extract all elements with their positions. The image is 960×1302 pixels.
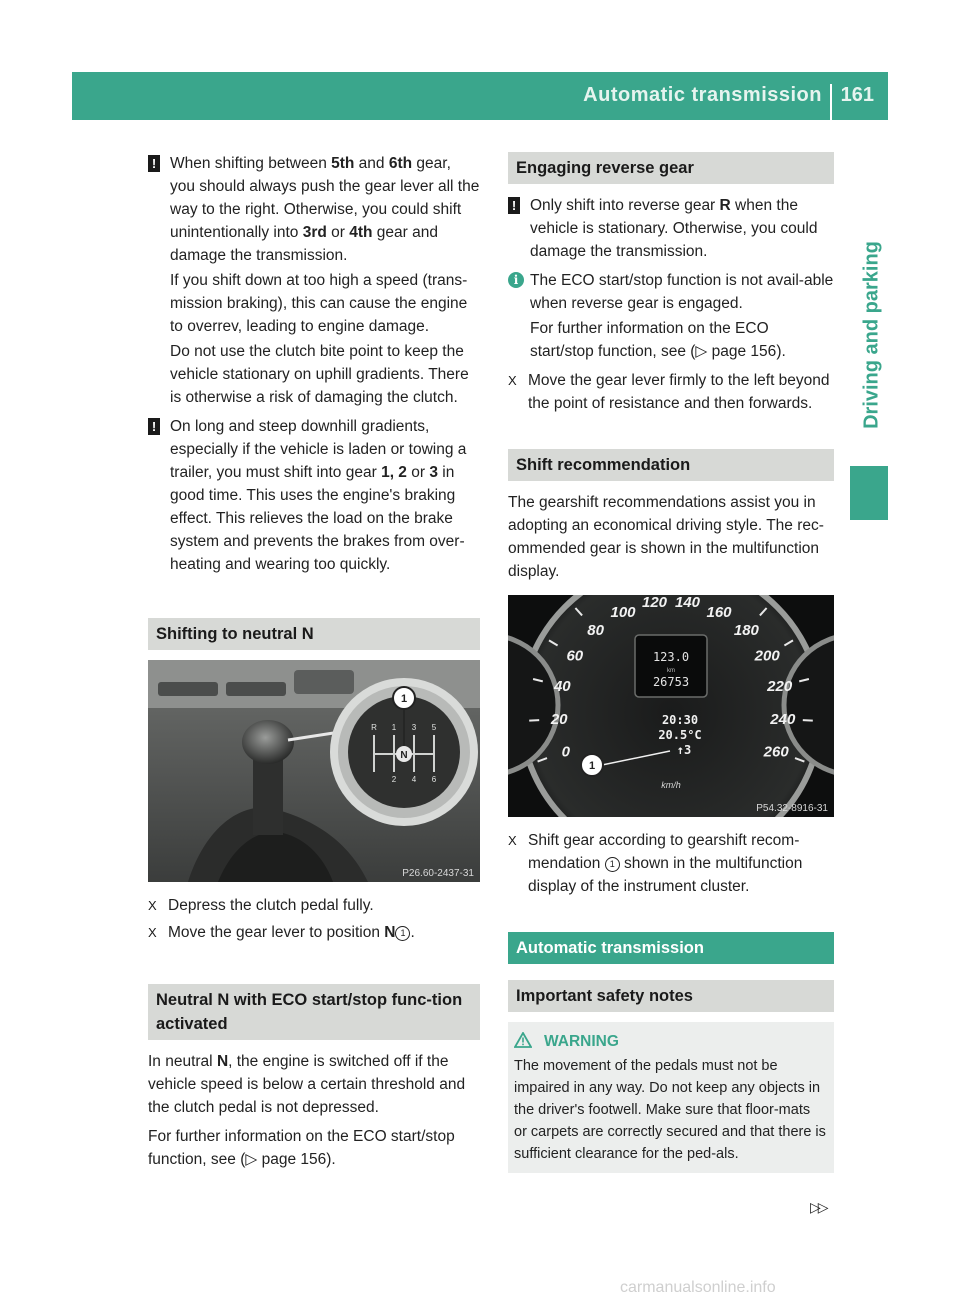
caution-note-reverse: ! Only shift into reverse gear R when the vehicle is stationary. Otherwise, you could damage the transmission. (508, 194, 834, 263)
section-heading-shift-recommendation: Shift recommendation (508, 449, 834, 481)
site-watermark: carmanualsonline.info (620, 1279, 776, 1296)
caution-text-2: If you shift down at too high a speed (trans-mission braking), this can cause the engine to overrev, leading to engine damage. (170, 272, 468, 335)
step-depress-clutch: X Depress the clutch pedal fully. (148, 894, 480, 917)
callout-number: 1 (395, 926, 410, 941)
continue-marker: ▷▷ (810, 1199, 826, 1215)
callout-number: 1 (605, 857, 620, 872)
warning-triangle-icon (514, 1032, 532, 1048)
odometer-unit: km (667, 668, 675, 674)
eco-neutral-para-1: In neutral N, the engine is switched off if the vehicle speed is below a certain threshold and the clutch pedal is not depressed. (148, 1053, 466, 1116)
section-heading-eco-neutral: Neutral N with ECO start/stop func-tion activated (148, 984, 480, 1040)
speed-label: 40 (553, 678, 571, 696)
section-heading-reverse: Engaging reverse gear (508, 152, 834, 184)
section-heading-neutral: Shifting to neutral N (148, 618, 480, 650)
speed-label: 0 (561, 743, 570, 761)
speed-tick (529, 720, 539, 721)
speed-label: 80 (587, 622, 604, 640)
trip-odometer: 123.0 (652, 650, 690, 664)
photo-code: P26.60-2437-31 (402, 868, 474, 879)
speed-label: 180 (733, 622, 759, 640)
warning-title: WARNING (514, 1030, 826, 1053)
left-column (148, 152, 480, 1177)
photo-callout-1: 1 (400, 693, 408, 705)
eco-neutral-para-2: For further information on the ECO start/stop function, see (▷ page 156). (148, 1128, 455, 1168)
caution-text-downhill: On long and steep downhill gradients, especially if the vehicle is laden or towing a trailer, you must shift into gear 1, 2 or 3 in good time. This uses the engine's braking effect. This relieves the load on the brake system and prevents the brakes from over-heating and wearing too quickly. (170, 418, 467, 573)
cluster-callout-1: 1 (588, 760, 596, 772)
speed-label: 20 (550, 711, 568, 728)
cluster-image-code: P54.32-8916-31 (756, 803, 828, 814)
page-number: 161 (840, 84, 874, 106)
speed-label: 200 (754, 647, 780, 665)
gear-recommendation: ↑3 (676, 743, 692, 757)
speed-label: 120 (641, 595, 668, 612)
speed-label: 140 (674, 595, 701, 612)
page-reference-link[interactable]: ▷ page 156 (245, 1151, 327, 1168)
speed-unit: km/h (661, 780, 681, 790)
caution-text-3: Do not use the clutch bite point to keep the vehicle stationary on uphill gradients. There is otherwise a risk of damaging the clutch. (170, 343, 469, 406)
caution-icon: ! (508, 197, 520, 214)
step-arrow-icon: X (508, 373, 517, 388)
clock-time: 20:30 (661, 713, 699, 727)
info-note-eco (508, 269, 834, 363)
speed-label: 240 (770, 711, 796, 728)
header-separator (830, 84, 832, 120)
gate-label-5: 5 (431, 723, 437, 732)
section-heading-safety: Important safety notes (508, 980, 834, 1012)
gate-label-2: 2 (391, 775, 397, 784)
warning-text: The movement of the pedals must not be impaired in any way. Do not keep any objects in the driver's footwell. Make sure that floor-mats or carpets are correctly secured and that there is sufficient clearance for the ped-als. (514, 1058, 826, 1162)
caution-icon: ! (148, 418, 160, 435)
gate-neutral-label: N (400, 750, 408, 761)
warning-box (508, 1022, 834, 1173)
shift-recommendation-para: The gearshift recommendations assist you in adopting an economical driving style. The rec-ommended gear is shown in the multifunction display. (508, 494, 824, 580)
speed-label: 260 (763, 743, 789, 761)
info-text-2: For further information on the ECO start/stop function, see (▷ page 156). (530, 320, 786, 360)
chapter-marker (850, 466, 888, 520)
step-shift-gear: X Shift gear according to gearshift recom-mendation 1 shown in the multifunction display of the instrument cluster. (508, 829, 834, 898)
gear-lever-photo (148, 660, 480, 882)
step-arrow-icon: X (148, 925, 157, 940)
gate-label-4: 4 (411, 775, 417, 784)
chapter-heading-automatic: Automatic transmission (508, 932, 834, 964)
instrument-cluster-photo (508, 595, 834, 817)
step-arrow-icon: X (508, 833, 517, 848)
speed-label: 220 (767, 678, 793, 696)
caution-note-shifting (148, 152, 480, 409)
speed-label: 100 (610, 603, 636, 621)
info-icon: i (508, 272, 524, 288)
speed-label: 60 (566, 647, 584, 665)
step-move-lever-left: X Move the gear lever firmly to the left beyond the point of resistance and then forwards. (508, 369, 834, 415)
speedometer-illustration (508, 595, 834, 817)
page-reference-link[interactable]: ▷ page 156 (695, 343, 777, 360)
caution-icon: ! (148, 155, 160, 172)
speed-tick (803, 720, 813, 721)
gate-label-6: 6 (431, 775, 437, 784)
caution-note-downhill (148, 415, 480, 576)
speed-label: 160 (706, 603, 732, 621)
gate-label-3: 3 (411, 723, 417, 732)
header-title: Automatic transmission (583, 84, 822, 106)
chapter-label: Driving and parking (860, 241, 883, 429)
gate-label-1: 1 (391, 723, 397, 732)
gear-lever-illustration (148, 660, 480, 882)
right-column (508, 152, 834, 1173)
step-move-to-neutral: X Move the gear lever to position N 1 . (148, 921, 480, 944)
info-text-1: The ECO start/stop function is not avail-able when reverse gear is engaged. (530, 272, 834, 312)
caution-text-1: When shifting between 5th and 6th gear, you should always push the gear lever all the way to the right. Otherwise, you could shift unintentionally into 3rd or 4th gear and damage the transmission. (170, 155, 480, 264)
step-arrow-icon: X (148, 898, 157, 913)
total-odometer: 26753 (652, 675, 690, 689)
outside-temperature: 20.5°C (658, 728, 702, 742)
page-header (72, 72, 888, 120)
chapter-side-tab (850, 230, 894, 440)
gate-label-r: R (371, 723, 377, 732)
